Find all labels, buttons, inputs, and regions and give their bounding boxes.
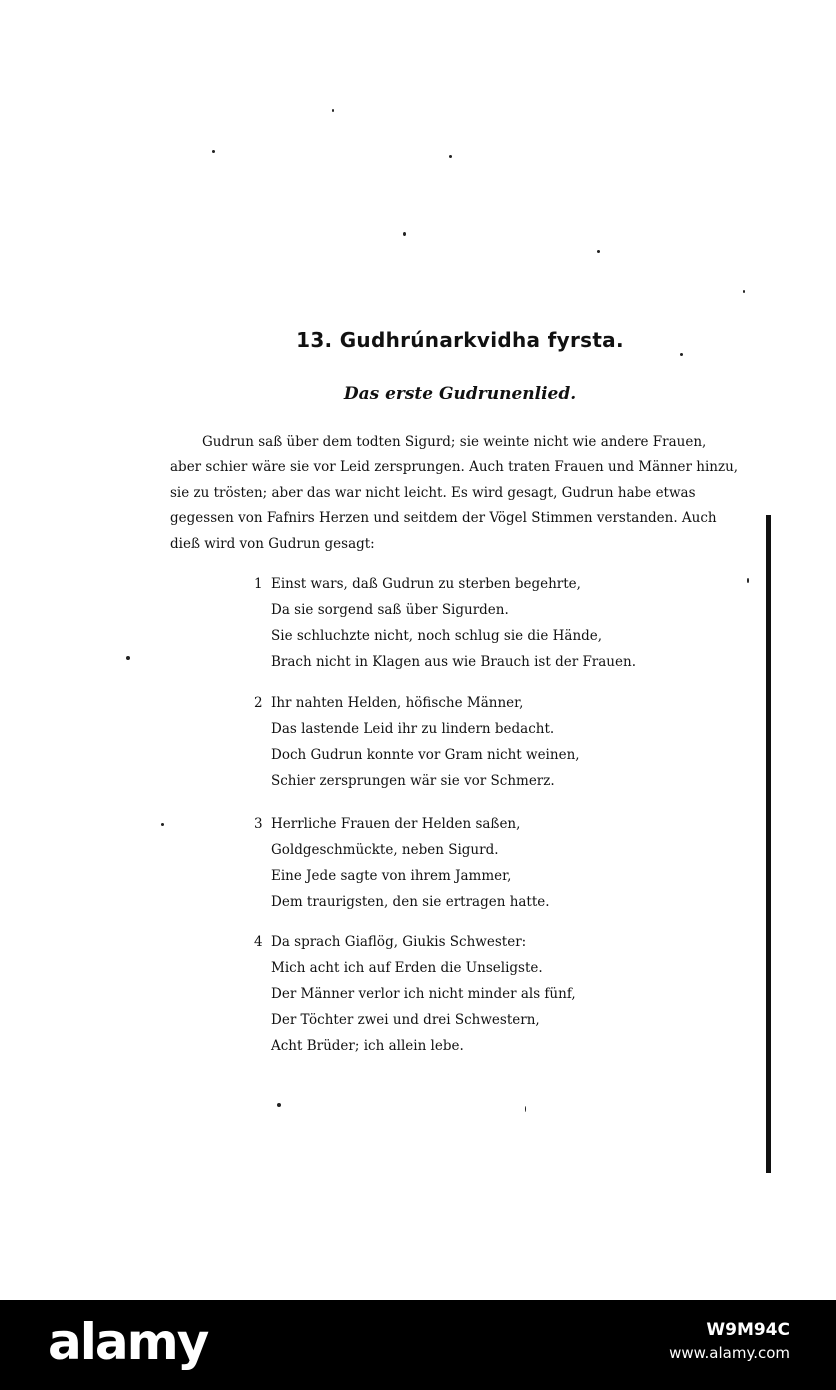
stanza-number: 3 bbox=[254, 816, 263, 832]
stanza-line: Acht Brüder; ich allein lebe. bbox=[271, 1038, 464, 1054]
stanza-line: Das lastende Leid ihr zu lindern bedacht. bbox=[271, 721, 555, 737]
stanza-line: Sie schluchzte nicht, noch schlug sie die Hände, bbox=[271, 628, 603, 644]
stanza-line: Eine Jede sagte von ihrem Jammer, bbox=[271, 868, 512, 884]
stanza-line: Goldgeschmückte, neben Sigurd. bbox=[271, 842, 499, 858]
stanza-number: 2 bbox=[254, 695, 263, 711]
ink-speck bbox=[449, 155, 452, 158]
ink-speck bbox=[747, 578, 749, 583]
stanza-4 bbox=[254, 929, 576, 1059]
prose-line: Gudrun saß über dem todten Sigurd; sie weinte nicht wie andere Frauen, bbox=[202, 434, 707, 450]
ink-speck bbox=[332, 109, 334, 112]
stanza-line bbox=[254, 811, 550, 837]
stanza-line: Schier zersprungen wär sie vor Schmerz. bbox=[271, 773, 555, 789]
stanza-line: Da sie sorgend saß über Sigurden. bbox=[271, 602, 509, 618]
stanza-line bbox=[254, 929, 576, 955]
stanza-3 bbox=[254, 811, 550, 915]
stanza-2 bbox=[254, 690, 580, 794]
ink-speck bbox=[212, 150, 215, 153]
image-id: W9M94C bbox=[706, 1320, 790, 1340]
ink-speck bbox=[680, 353, 683, 356]
stanza-line bbox=[254, 690, 580, 716]
stanza-number: 4 bbox=[254, 934, 263, 950]
prose-line: dieß wird von Gudrun gesagt: bbox=[170, 535, 375, 552]
site-url: www.alamy.com bbox=[669, 1344, 790, 1362]
page-edge-line bbox=[766, 515, 771, 1173]
stanza-line bbox=[254, 571, 636, 597]
stanza-line-text: Einst wars, daß Gudrun zu sterben begehrte, bbox=[271, 576, 581, 592]
poem-title: 13. Gudhrúnarkvidha fyrsta. bbox=[296, 328, 624, 352]
prose-line: aber schier wäre sie vor Leid zersprungen. Auch traten Frauen und Männer hinzu, bbox=[170, 459, 739, 476]
ink-speck bbox=[525, 1106, 526, 1112]
stanza-line-text: Herrliche Frauen der Helden saßen, bbox=[271, 816, 521, 832]
prose-line: sie zu trösten; aber das war nicht leicht. Es wird gesagt, Gudrun habe etwas bbox=[170, 484, 696, 501]
stanza-line: Der Töchter zwei und drei Schwestern, bbox=[271, 1012, 540, 1028]
stanza-line-text: Ihr nahten Helden, höfische Männer, bbox=[271, 695, 524, 711]
ink-speck bbox=[403, 232, 406, 236]
ink-speck bbox=[743, 290, 745, 293]
stanza-1 bbox=[254, 571, 636, 675]
stanza-line: Dem traurigsten, den sie ertragen hatte. bbox=[271, 894, 550, 910]
stanza-line: Der Männer verlor ich nicht minder als fünf, bbox=[271, 986, 576, 1002]
stanza-line-text: Da sprach Giaflög, Giukis Schwester: bbox=[271, 934, 527, 950]
poem-subtitle: Das erste Gudrunenlied. bbox=[343, 384, 577, 404]
ink-speck bbox=[126, 656, 130, 660]
alamy-logo: alamy bbox=[48, 1313, 208, 1371]
stanza-line: Mich acht ich auf Erden die Unseligste. bbox=[271, 960, 543, 976]
stanza-line: Brach nicht in Klagen aus wie Brauch ist der Frauen. bbox=[271, 654, 636, 670]
prose-line: gegessen von Fafnirs Herzen und seitdem der Vögel Stimmen verstanden. Auch bbox=[170, 510, 717, 527]
ink-speck bbox=[277, 1103, 281, 1107]
ink-speck bbox=[161, 823, 164, 826]
introduction-paragraph bbox=[170, 430, 767, 557]
ink-speck bbox=[597, 250, 600, 253]
watermark-banner bbox=[0, 1300, 836, 1390]
stanza-number: 1 bbox=[254, 576, 263, 592]
stanza-line: Doch Gudrun konnte vor Gram nicht weinen, bbox=[271, 747, 580, 763]
